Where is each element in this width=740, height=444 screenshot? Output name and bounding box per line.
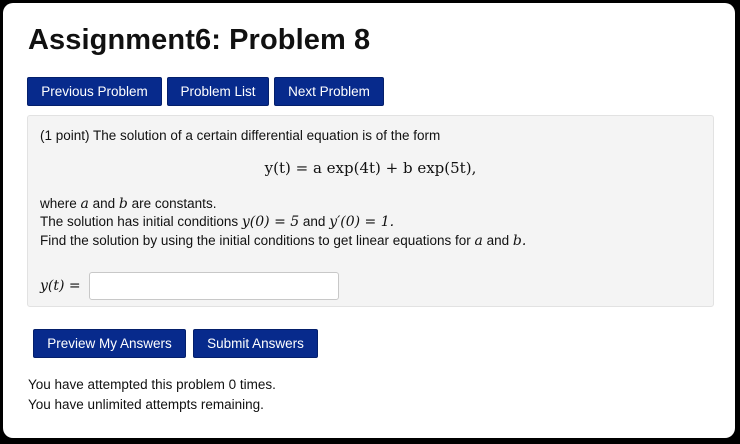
answer-input[interactable] xyxy=(89,272,339,300)
attempts-remaining: You have unlimited attempts remaining. xyxy=(28,397,264,412)
problem-list-button[interactable]: Problem List xyxy=(167,77,269,106)
answer-actions xyxy=(33,329,318,358)
browser-page xyxy=(3,3,735,438)
problem-nav xyxy=(27,77,384,106)
instructions-line xyxy=(40,233,526,249)
previous-problem-button[interactable]: Previous Problem xyxy=(27,77,162,106)
preview-answers-button[interactable]: Preview My Answers xyxy=(33,329,186,358)
instructions-var-b: b. xyxy=(512,233,527,249)
instructions-text-mid: and xyxy=(482,233,513,248)
problem-box xyxy=(27,115,714,307)
constants-text-pre: where xyxy=(40,196,81,211)
constants-text-mid: and xyxy=(88,196,119,211)
attempts-count: You have attempted this problem 0 times. xyxy=(28,377,276,392)
conditions-text-pre: The solution has initial conditions xyxy=(40,214,242,229)
constants-text-post: are constants. xyxy=(127,196,217,211)
condition-yprime0: y′(0) = 1. xyxy=(329,214,395,230)
submit-answers-button[interactable]: Submit Answers xyxy=(193,329,318,358)
answer-row xyxy=(40,272,339,300)
var-a: a xyxy=(80,196,89,212)
instructions-var-a: a xyxy=(474,233,483,249)
initial-conditions-line xyxy=(40,214,394,230)
constants-line xyxy=(40,196,216,212)
conditions-text-mid: and xyxy=(299,214,330,229)
problem-intro: (1 point) The solution of a certain differential equation is of the form xyxy=(40,128,441,143)
var-b: b xyxy=(118,196,128,212)
page-title: Assignment6: Problem 8 xyxy=(28,24,371,56)
next-problem-button[interactable]: Next Problem xyxy=(274,77,384,106)
condition-y0: y(0) = 5 xyxy=(241,214,300,230)
solution-equation: y(t) = a exp(4t) + b exp(5t), xyxy=(264,159,477,177)
instructions-text-pre: Find the solution by using the initial conditions to get linear equations for xyxy=(40,233,475,248)
answer-label: y(t) = xyxy=(40,278,81,294)
attempts-status xyxy=(28,375,276,415)
